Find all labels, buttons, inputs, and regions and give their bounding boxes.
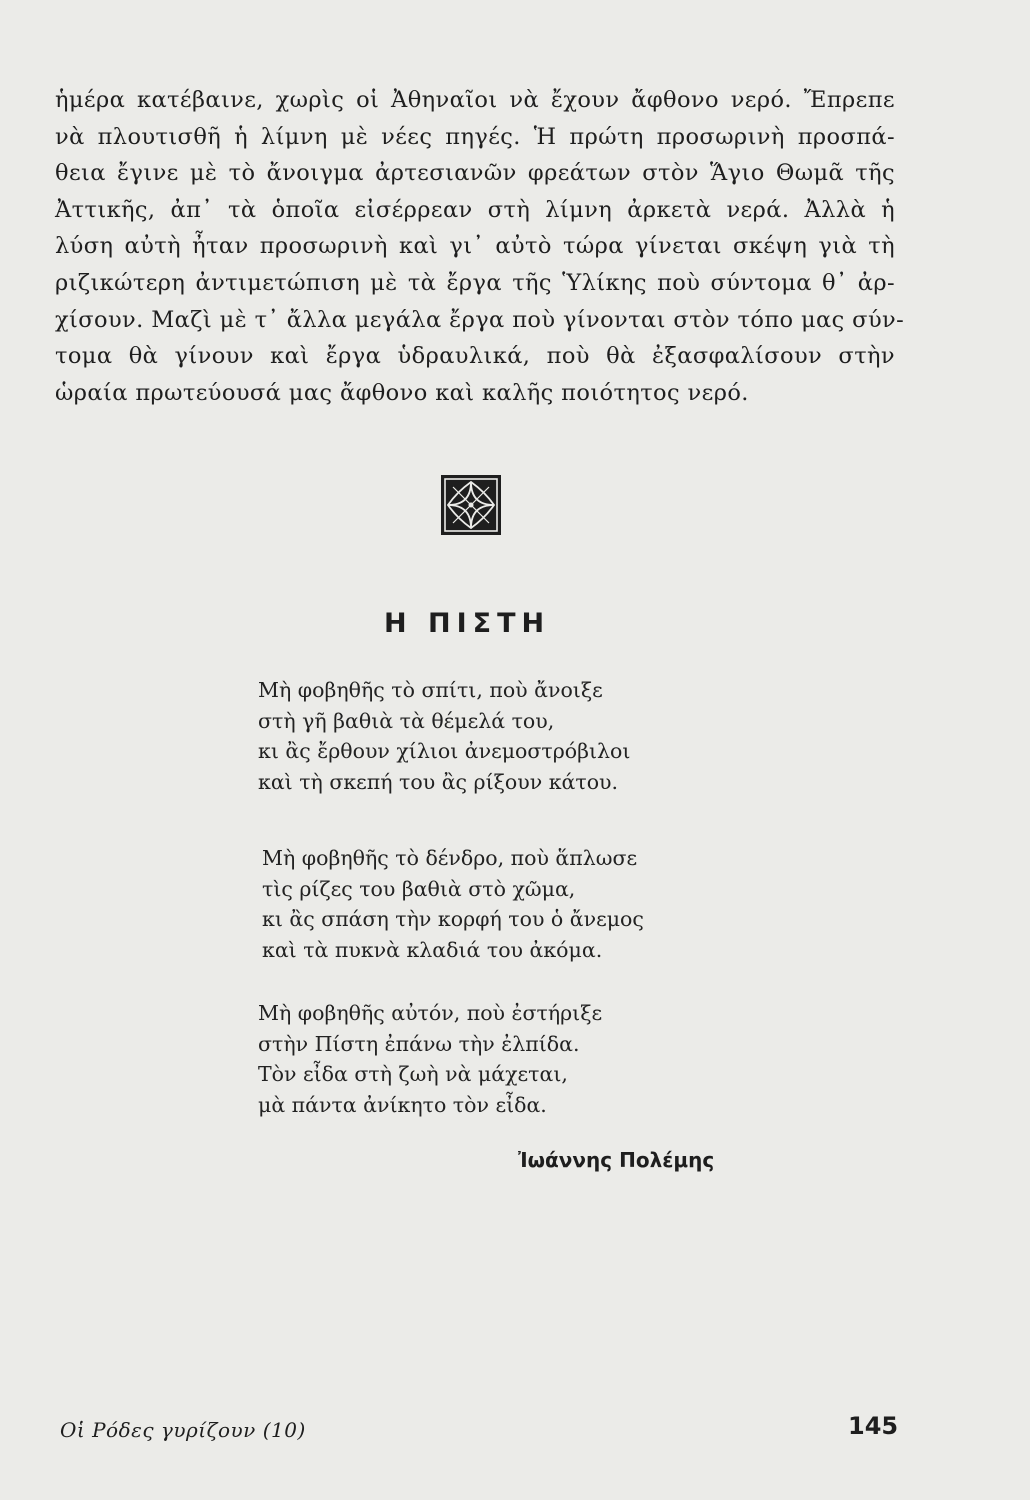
verse-line: τὶς ρίζες του βαθιὰ στὸ χῶμα, (262, 876, 576, 901)
prose-line: τομα θὰ γίνουν καὶ ἔργα ὑδραυλικά, ποὺ θὰ ἐξασφαλίσουν στὴν (55, 343, 895, 370)
four-petal-square-ornament-icon (440, 474, 502, 536)
poem-stanza (258, 998, 602, 1120)
verse-line: Τὸν εἶδα στὴ ζωὴ νὰ μάχεται, (258, 1062, 568, 1086)
running-footer-title: Οἱ Ρόδες γυρίζουν (10) (60, 1418, 306, 1442)
poem-stanza (258, 675, 630, 797)
page-number: 145 (848, 1412, 899, 1440)
verse-line: Μὴ φοβηθῆς τὸ σπίτι, ποὺ ἄνοιξε (258, 678, 603, 702)
prose-line: Ἀττικῆς, ἀπ᾿ τὰ ὁποῖα εἰσέρρεαν στὴ λίμνη ἀρκετὰ νερά. Ἀλλὰ ἡ (55, 196, 895, 223)
verse-line: κι ἂς σπάση τὴν κορφή του ὁ ἄνεμος (262, 907, 644, 931)
poem-stanza (262, 843, 644, 965)
verse-line: στὴν Πίστη ἐπάνω τὴν ἐλπίδα. (258, 1031, 580, 1056)
prose-line: ριζικώτερη ἀντιμετώπιση μὲ τὰ ἔργα τῆς Ὑλίκης ποὺ σύντομα θ᾿ ἀρ- (55, 269, 895, 296)
prose-line: λύση αὐτὴ ἦταν προσωρινὴ καὶ γι᾿ αὐτὸ τώρα γίνεται σκέψη γιὰ τὴ (55, 233, 895, 260)
verse-line: κι ἂς ἔρθουν χίλιοι ἀνεμοστρόβιλοι (258, 739, 631, 763)
prose-line: χίσουν. Μαζὶ μὲ τ᾿ ἄλλα μεγάλα ἔργα ποὺ γίνονται στὸν τόπο μας σύν- (55, 306, 905, 333)
verse-line: Μὴ φοβηθῆς αὐτόν, ποὺ ἐστήριξε (258, 1001, 603, 1025)
prose-line: ὡραία πρωτεύουσά μας ἄφθονο καὶ καλῆς ποιότητος νερό. (55, 379, 749, 406)
prose-line: νὰ πλουτισθῆ ἡ λίμνη μὲ νέες πηγές. Ἡ πρώτη προσωρινὴ προσπά- (55, 123, 895, 150)
prose-line: ἡμέρα κατέβαινε, χωρὶς οἱ Ἀθηναῖοι νὰ ἔχουν ἄφθονο νερό. Ἔπρεπε (55, 87, 895, 113)
verse-line: Μὴ φοβηθῆς τὸ δένδρο, ποὺ ἅπλωσε (262, 846, 638, 870)
verse-line: καὶ τὴ σκεπή του ἂς ρίξουν κάτου. (258, 769, 619, 794)
verse-line: μὰ πάντα ἀνίκητο τὸν εἶδα. (258, 1092, 547, 1117)
prose-paragraph (55, 82, 905, 411)
verse-line: στὴ γῆ βαθιὰ τὰ θέμελά του, (258, 708, 555, 733)
verse-line: καὶ τὰ πυκνὰ κλαδιά του ἀκόμα. (262, 937, 603, 962)
prose-line: θεια ἔγινε μὲ τὸ ἄνοιγμα ἀρτεσιανῶν φρεάτων στὸν Ἅγιο Θωμᾶ τῆς (55, 160, 895, 187)
poem-author: Ἰωάννης Πολέμης (518, 1148, 715, 1172)
poem-title: Η ΠΙΣΤΗ (384, 608, 551, 639)
